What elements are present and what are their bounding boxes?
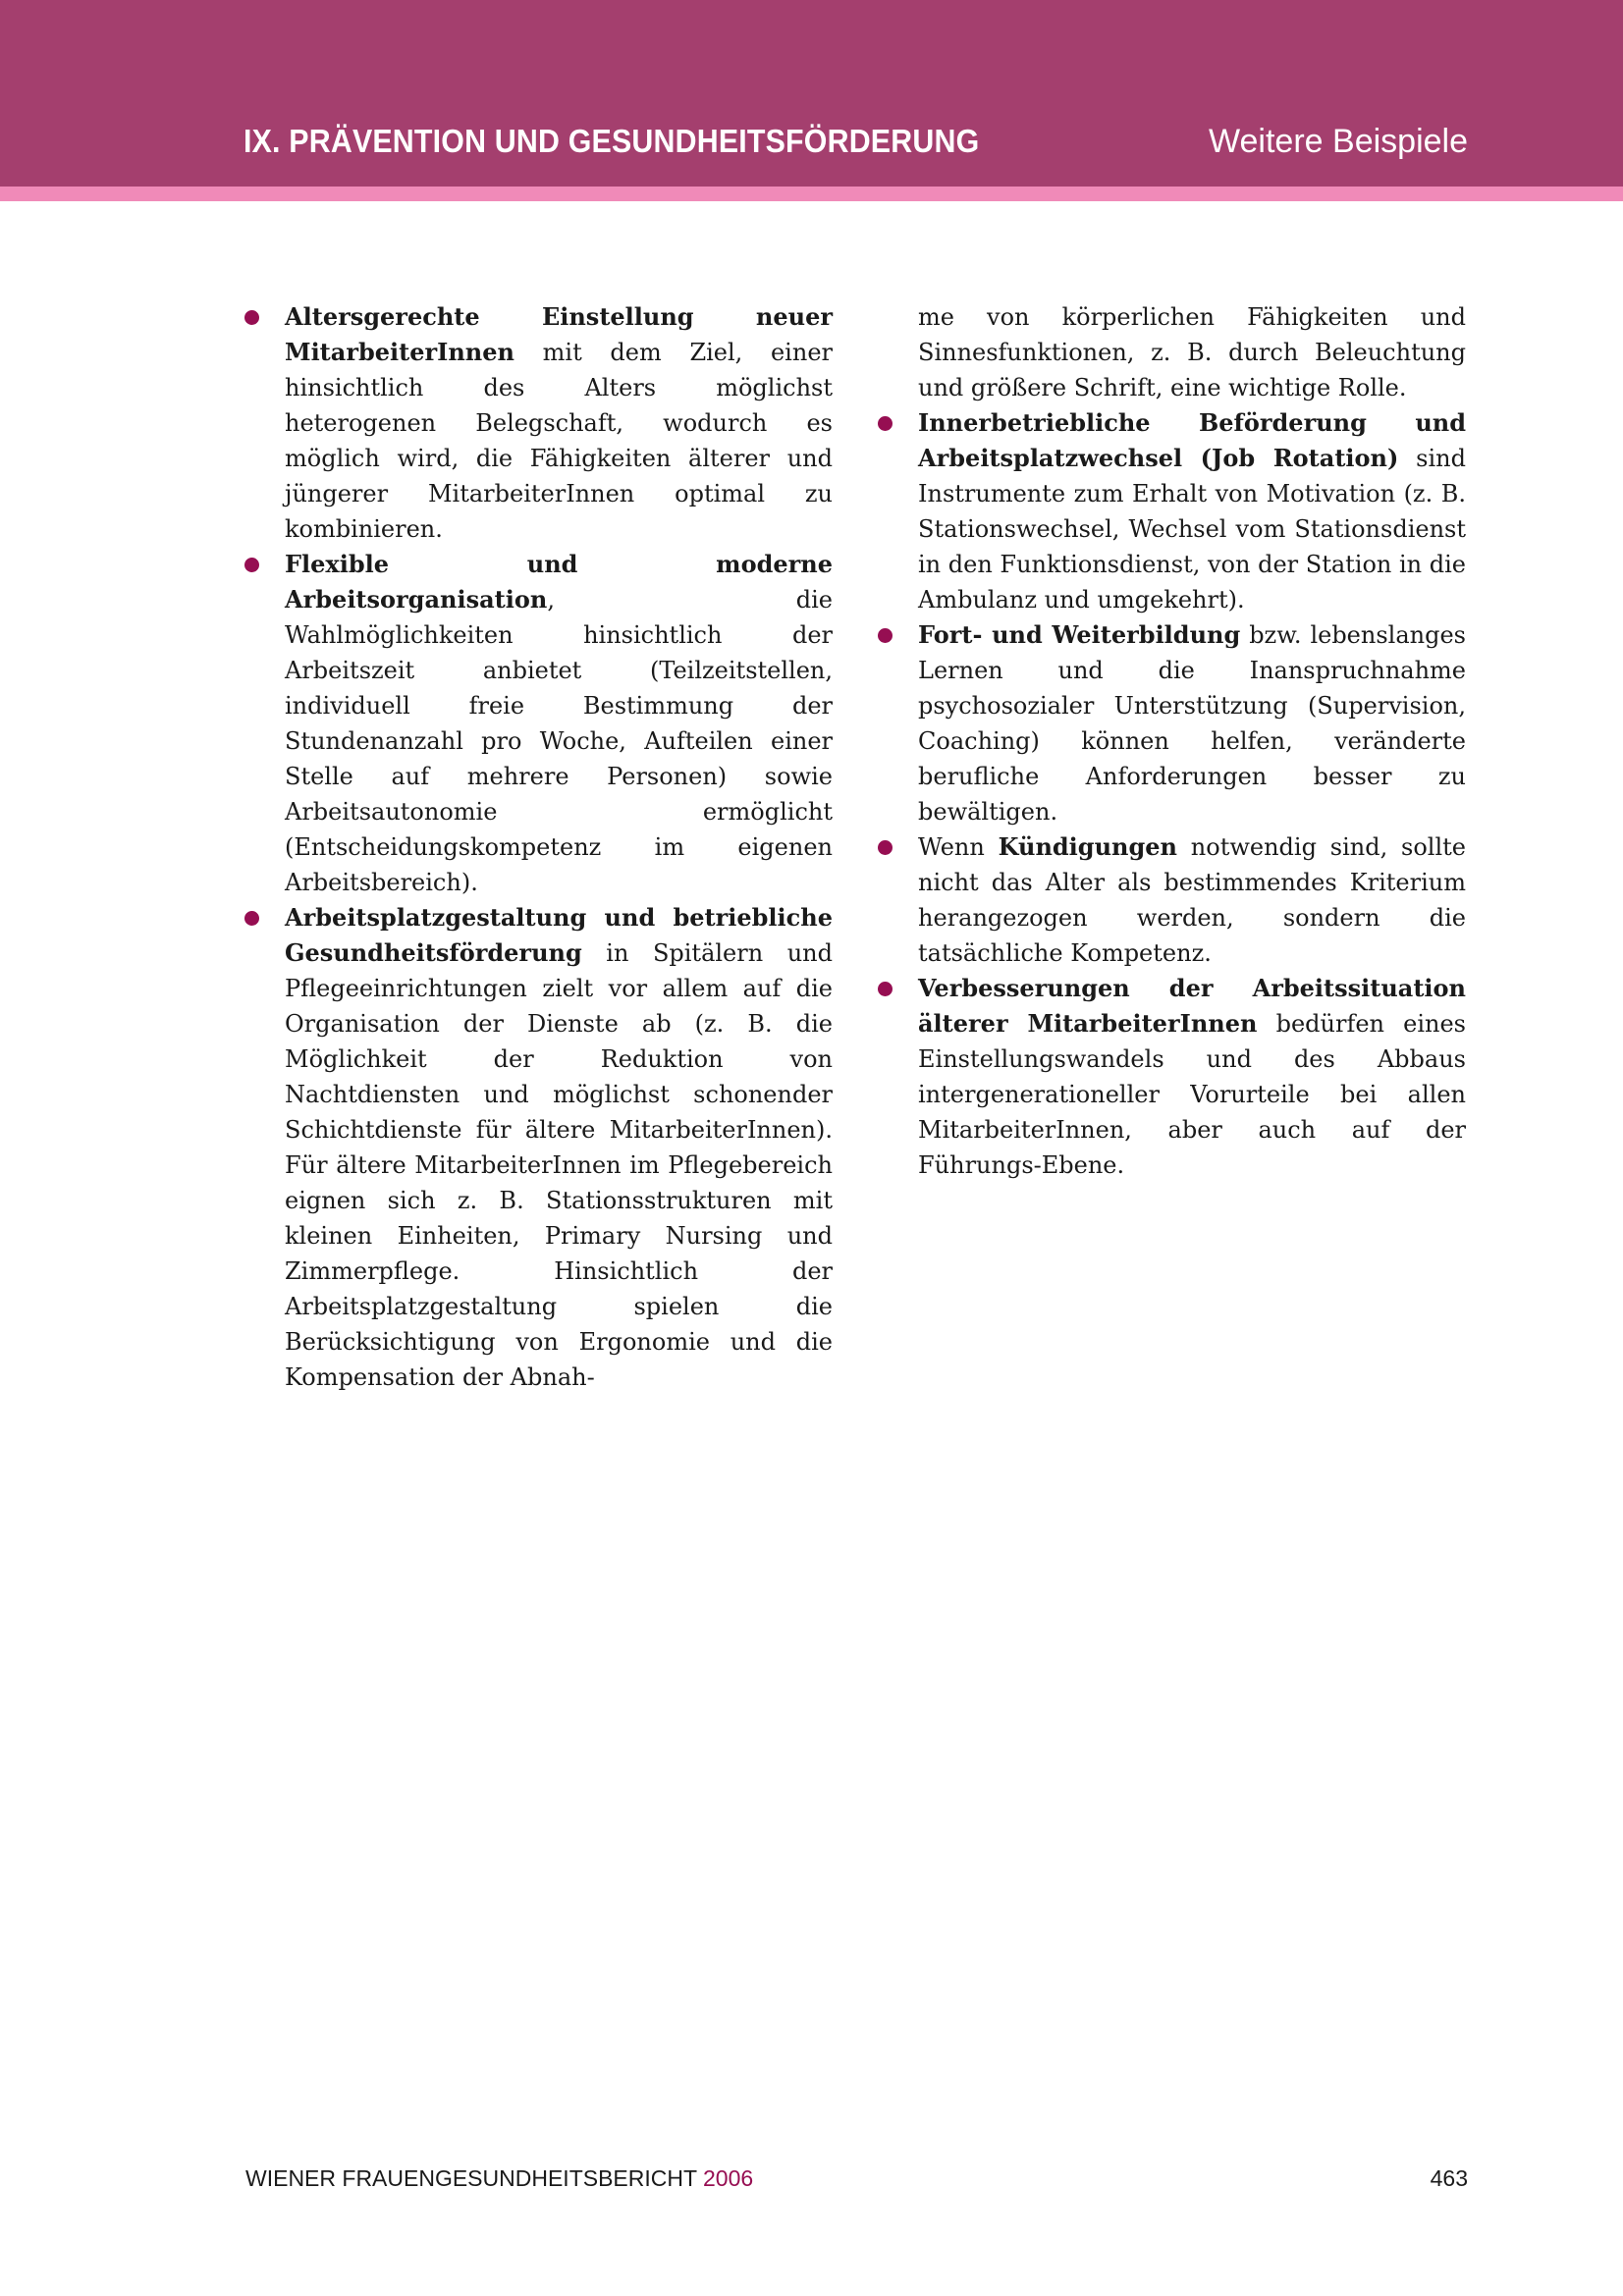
item-heading: Kündigungen (998, 832, 1177, 861)
bullet-icon (244, 911, 259, 926)
list-item (285, 299, 833, 547)
page-number: 463 (1430, 2165, 1468, 2191)
item-text: , die Wahlmöglichkeiten hinsichtlich der Arbeitszeit anbietet (Teilzeitstellen, individuell freie Bestimmung der Stundenanzahl pro Woche, Aufteilen einer Stelle auf mehrere Personen) sowie Arbeitsautonomie ermöglicht (Entscheidungskompetenz im eigenen Arbeitsbereich). (285, 586, 833, 896)
bullet-icon (878, 982, 893, 996)
footer-report-title (245, 2165, 753, 2192)
header-accent-stripe (0, 187, 1623, 201)
item-text: bzw. lebenslanges Lernen und die Inanspruchnahme psychosozialer Unterstützung (Supervision, Coaching) können helfen, veränderte berufliche Anforderungen besser zu bewältigen. (918, 621, 1466, 826)
right-column (918, 299, 1466, 1183)
item-heading: Fort- und Weiterbildung (918, 620, 1241, 649)
item-heading: Flexible und moderne Arbeitsorganisation (285, 550, 833, 614)
chapter-title: IX. PRÄVENTION UND GESUNDHEITSFÖRDERUNG (243, 123, 980, 159)
bullet-icon (244, 558, 259, 572)
list-item (285, 900, 833, 1395)
bullet-icon (878, 840, 893, 855)
item-heading: Innerbetriebliche Beförderung und Arbeitsplatzwechsel (Job Rotation) (918, 408, 1466, 472)
list-item (918, 405, 1466, 617)
left-column (285, 299, 833, 1395)
item-heading: Arbeitsplatzgestaltung und betriebliche Gesundheitsförderung (285, 903, 833, 967)
section-title: Weitere Beispiele (1209, 123, 1468, 160)
bullet-icon (878, 416, 893, 431)
continuation-text: me von körperlichen Fähigkeiten und Sinnesfunktionen, z. B. durch Beleuchtung und größere Schrift, eine wichtige Rolle. (918, 303, 1466, 401)
item-heading: Verbesserungen der Arbeitssituation älterer MitarbeiterInnen (918, 974, 1466, 1038)
item-heading: Altersgerechte Einstellung neuer MitarbeiterInnen (285, 302, 833, 366)
item-text: sind Instrumente zum Erhalt von Motivation (z. B. Stationswechsel, Wechsel vom Stationsdienst in den Funktionsdienst, von der Station in die Ambulanz und umgekehrt). (918, 445, 1466, 614)
item-prefix: Wenn (918, 833, 999, 861)
item-text: in Spitälern und Pflegeeinrichtungen zielt vor allem auf die Organisation der Dienste ab (z. B. die Möglichkeit der Reduktion von Nachtdiensten und möglichst schonender Schichtdienste für ältere MitarbeiterInnen). Für ältere MitarbeiterInnen im Pflegebereich eignen sich z. B. Stationsstrukturen mit kleinen Einheiten, Primary Nursing und Zimmerpflege. Hinsichtlich der Arbeitsplatzgestaltung spielen die Berücksichtigung von Ergonomie und die Kompensation der Abnah- (285, 939, 833, 1391)
list-item (918, 617, 1466, 829)
item-text: notwendig sind, sollte nicht das Alter als bestimmendes Kriterium herangezogen werden, sondern die tatsächliche Kompetenz. (918, 833, 1466, 967)
report-title: WIENER FRAUENGESUNDHEITSBERICHT (245, 2165, 697, 2191)
bullet-icon (244, 310, 259, 325)
list-item (918, 971, 1466, 1183)
list-item (918, 829, 1466, 971)
item-text: mit dem Ziel, einer hinsichtlich des Alters möglichst heterogenen Belegschaft, wodurch es möglich wird, die Fähigkeiten älterer und jüngerer MitarbeiterInnen optimal zu kombinieren. (285, 339, 833, 543)
bullet-icon (878, 628, 893, 643)
report-year: 2006 (703, 2165, 754, 2191)
list-item (285, 547, 833, 900)
header-bar (0, 0, 1623, 187)
item-text: bedürfen eines Einstellungswandels und des Abbaus intergenerationeller Vorurteile bei allen MitarbeiterInnen, aber auch auf der Führungs-Ebene. (918, 1010, 1466, 1179)
